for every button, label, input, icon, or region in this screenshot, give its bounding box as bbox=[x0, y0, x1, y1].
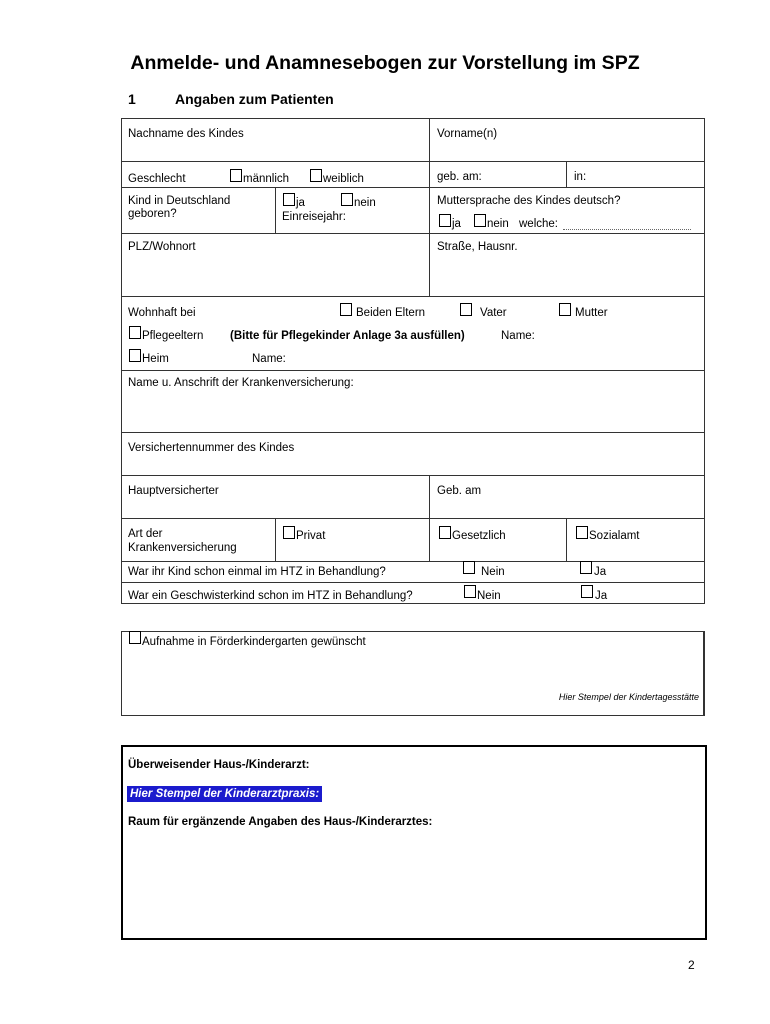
vorname-label: Vorname(n) bbox=[437, 128, 498, 140]
geboren-nein-label: nein bbox=[354, 197, 376, 209]
muttersprache-nein-label: nein bbox=[487, 218, 509, 230]
table-line bbox=[121, 518, 705, 519]
kv-privat-checkbox[interactable] bbox=[283, 526, 295, 539]
geb-am-field[interactable] bbox=[490, 170, 562, 185]
table-col-divider bbox=[275, 518, 276, 561]
kv-sozialamt-checkbox[interactable] bbox=[576, 526, 588, 539]
muttersprache-ja-label: ja bbox=[452, 218, 461, 230]
geschlecht-weiblich-checkbox[interactable] bbox=[310, 169, 322, 182]
page-title: Anmelde- und Anamnesebogen zur Vorstellung im SPZ bbox=[130, 52, 640, 74]
htz-geschwister-nein-checkbox[interactable] bbox=[464, 585, 476, 598]
geschlecht-maennlich-checkbox[interactable] bbox=[230, 169, 242, 182]
table-line bbox=[121, 432, 705, 433]
table-col-divider bbox=[429, 118, 430, 296]
page-number: 2 bbox=[688, 958, 695, 972]
table-col-divider bbox=[566, 518, 567, 561]
heim-label: Heim bbox=[142, 353, 169, 365]
htz-geschwister-label: War ein Geschwisterkind schon im HTZ in Behandlung? bbox=[128, 590, 413, 602]
geboren-ja-checkbox[interactable] bbox=[283, 193, 295, 206]
pflegeeltern-checkbox[interactable] bbox=[129, 326, 141, 339]
einreisejahr-label: Einreisejahr: bbox=[282, 211, 346, 223]
art-kv-label-line2: Krankenversicherung bbox=[128, 542, 237, 554]
section-title: Angaben zum Patienten bbox=[175, 91, 334, 107]
kita-stempel-hint: Hier Stempel der Kindertagesstätte bbox=[558, 692, 699, 702]
geburtsort-field[interactable] bbox=[592, 170, 700, 185]
htz-kind-nein-checkbox[interactable] bbox=[463, 561, 475, 574]
pflegeeltern-label: Pflegeeltern bbox=[142, 330, 204, 342]
nachname-field[interactable] bbox=[128, 143, 423, 158]
muttersprache-welche-field[interactable] bbox=[565, 215, 691, 229]
aufnahme-foerderkindergarten-checkbox[interactable] bbox=[129, 631, 141, 644]
table-line bbox=[121, 475, 705, 476]
htz-kind-ja-checkbox[interactable] bbox=[580, 561, 592, 574]
kv-field[interactable] bbox=[128, 394, 699, 426]
aufnahme-foerderkindergarten-label: Aufnahme in Förderkindergarten gewünscht bbox=[142, 636, 366, 648]
pflege-hinweis: (Bitte für Pflegekinder Anlage 3a ausfüllen) bbox=[230, 330, 465, 342]
wohnhaft-vater-label: Vater bbox=[480, 307, 507, 319]
wohnhaft-eltern-label: Beiden Eltern bbox=[356, 307, 426, 319]
kv-privat-label: Privat bbox=[296, 530, 326, 542]
versichertennummer-field[interactable] bbox=[128, 457, 699, 472]
heim-name-label: Name: bbox=[252, 353, 286, 365]
geboren-label-line1: Kind in Deutschland bbox=[128, 195, 231, 207]
arzt-heading: Überweisender Haus-/Kinderarzt: bbox=[128, 759, 310, 771]
wohnhaft-mutter-label: Mutter bbox=[575, 307, 608, 319]
vorname-field[interactable] bbox=[437, 143, 699, 158]
arzt-raum-textarea[interactable] bbox=[128, 834, 698, 932]
wohnhaft-eltern-checkbox[interactable] bbox=[340, 303, 352, 316]
einreisejahr-field[interactable] bbox=[358, 210, 423, 225]
arzt-stempel-hint: Hier Stempel der Kinderarztpraxis: bbox=[127, 786, 322, 802]
strasse-label: Straße, Hausnr. bbox=[437, 241, 518, 253]
htz-kind-nein-label: Nein bbox=[481, 566, 505, 578]
muttersprache-ja-checkbox[interactable] bbox=[439, 214, 451, 227]
table-line bbox=[121, 603, 705, 604]
plz-field[interactable] bbox=[128, 258, 423, 288]
arzt-raum-label: Raum für ergänzende Angaben des Haus-/Kinderarztes: bbox=[128, 816, 433, 828]
hauptversicherter-label: Hauptversicherter bbox=[128, 485, 219, 497]
pflege-name-field[interactable] bbox=[543, 328, 699, 343]
htz-kind-ja-label: Ja bbox=[594, 566, 607, 578]
wohnhaft-label: Wohnhaft bei bbox=[128, 307, 196, 319]
wohnhaft-vater-checkbox[interactable] bbox=[460, 303, 472, 316]
table-border-left bbox=[121, 118, 122, 604]
pflege-name-label: Name: bbox=[501, 330, 535, 342]
table-col-divider bbox=[429, 475, 430, 561]
muttersprache-label: Muttersprache des Kindes deutsch? bbox=[437, 195, 621, 207]
section-number: 1 bbox=[128, 91, 136, 107]
heim-checkbox[interactable] bbox=[129, 349, 141, 362]
geschlecht-label: Geschlecht bbox=[128, 173, 186, 185]
kv-gesetzlich-label: Gesetzlich bbox=[452, 530, 506, 542]
strasse-field[interactable] bbox=[437, 258, 699, 288]
muttersprache-nein-checkbox[interactable] bbox=[474, 214, 486, 227]
htz-geschwister-nein-label: Nein bbox=[477, 590, 501, 602]
htz-geschwister-ja-label: Ja bbox=[595, 590, 608, 602]
hauptversicherter-field[interactable] bbox=[128, 500, 423, 515]
kv-sozialamt-label: Sozialamt bbox=[589, 530, 640, 542]
table-line bbox=[121, 296, 705, 297]
htz-kind-label: War ihr Kind schon einmal im HTZ in Behandlung? bbox=[128, 566, 386, 578]
hv-geb-field[interactable] bbox=[437, 500, 699, 515]
table-col-divider bbox=[275, 187, 276, 233]
geboren-label-line2: geboren? bbox=[128, 208, 177, 220]
table-line bbox=[121, 582, 705, 583]
nachname-label: Nachname des Kindes bbox=[128, 128, 244, 140]
versichertennummer-label: Versichertennummer des Kindes bbox=[128, 442, 295, 454]
table-border-right bbox=[704, 118, 705, 604]
table-col-divider bbox=[566, 161, 567, 187]
muttersprache-welche-line bbox=[563, 229, 691, 230]
geschlecht-weiblich-label: weiblich bbox=[323, 173, 364, 185]
geboren-nein-checkbox[interactable] bbox=[341, 193, 353, 206]
geb-am-label: geb. am: bbox=[437, 171, 482, 183]
htz-geschwister-ja-checkbox[interactable] bbox=[581, 585, 593, 598]
wohnhaft-mutter-checkbox[interactable] bbox=[559, 303, 571, 316]
table-line bbox=[121, 370, 705, 371]
geboren-ja-label: ja bbox=[296, 197, 305, 209]
table-line bbox=[121, 161, 705, 162]
geburtsort-label: in: bbox=[574, 171, 587, 183]
heim-name-field[interactable] bbox=[294, 351, 699, 366]
table-line bbox=[121, 118, 705, 119]
plz-label: PLZ/Wohnort bbox=[128, 241, 196, 253]
art-kv-label-line1: Art der bbox=[128, 528, 163, 540]
hv-geb-label: Geb. am bbox=[437, 485, 482, 497]
kv-gesetzlich-checkbox[interactable] bbox=[439, 526, 451, 539]
table-line bbox=[121, 233, 705, 234]
muttersprache-welche-label: welche: bbox=[519, 218, 558, 230]
geschlecht-maennlich-label: männlich bbox=[243, 173, 290, 185]
kv-label: Name u. Anschrift der Krankenversicherung: bbox=[128, 377, 354, 389]
table-line bbox=[121, 187, 705, 188]
table-line bbox=[121, 561, 705, 562]
